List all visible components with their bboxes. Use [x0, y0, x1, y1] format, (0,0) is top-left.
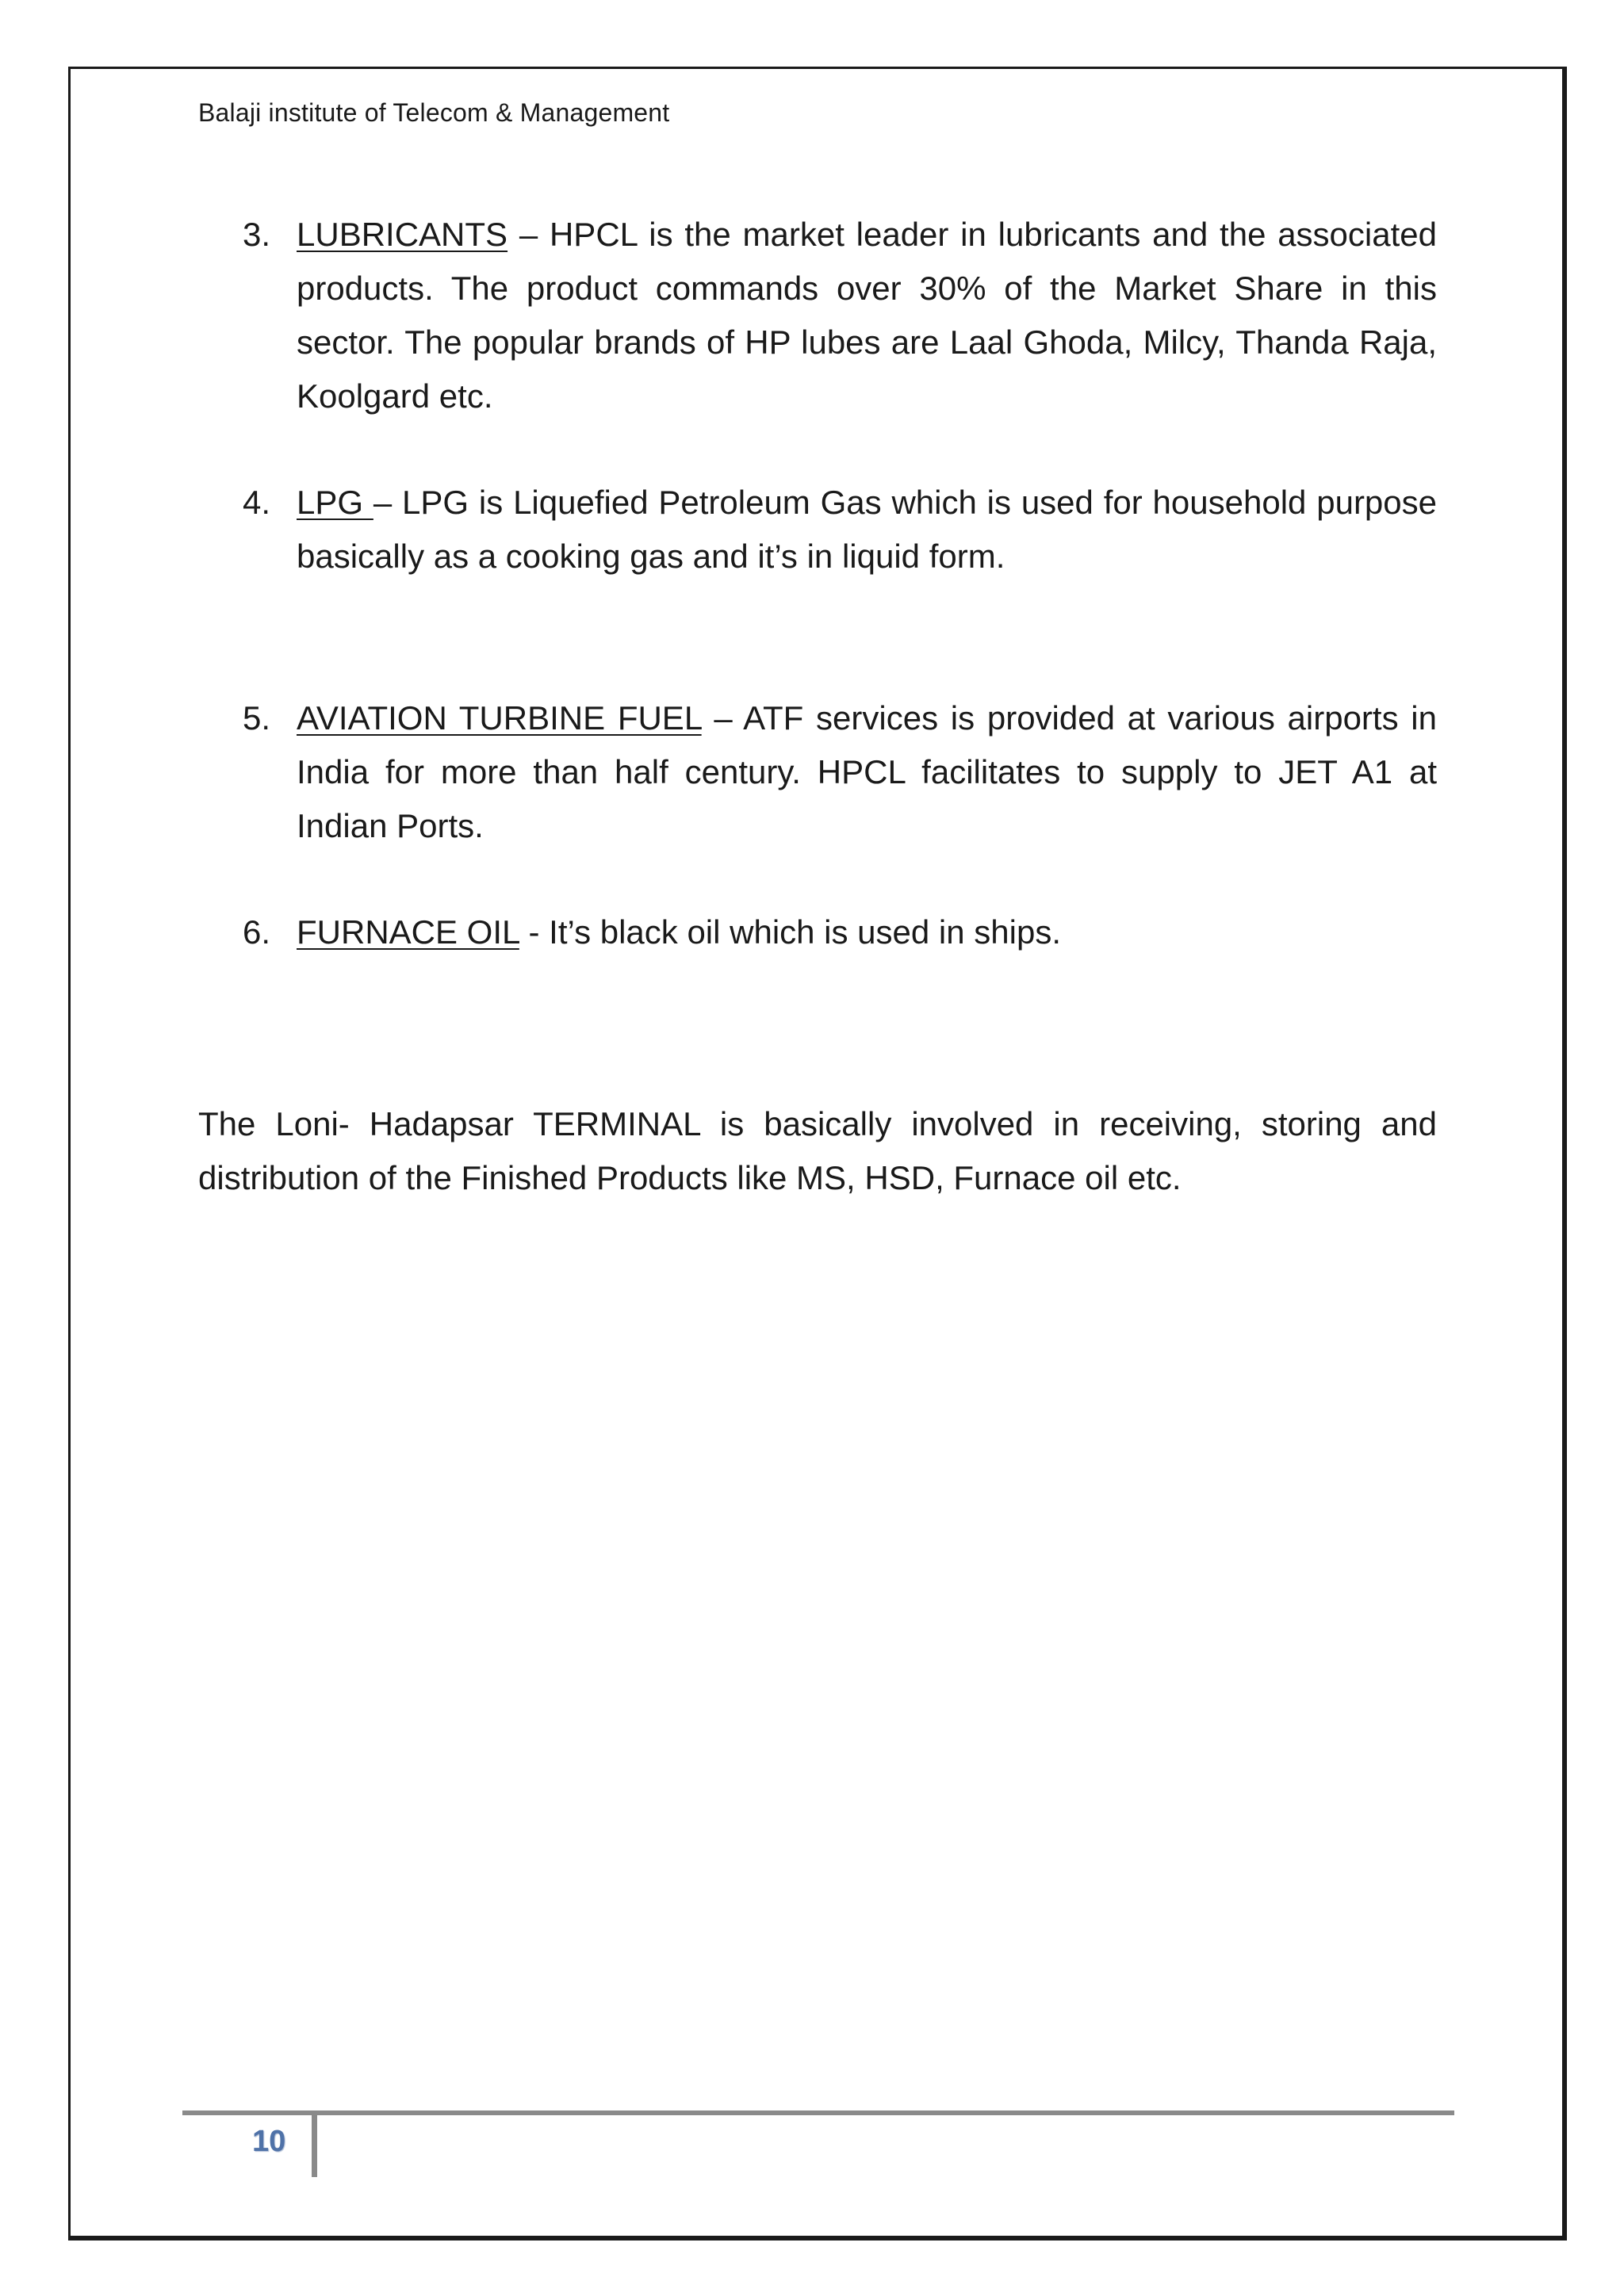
body-paragraph: The Loni- Hadapsar TERMINAL is basically involved in receiving, storing and distribution of the Finished Products like MS, HSD, Furnace oil etc. — [198, 1105, 1437, 1196]
footer-divider — [312, 2114, 317, 2177]
footer-rule — [182, 2110, 1454, 2115]
list-text: – LPG is Liquefied Petroleum Gas which is used for household purpose basically as a cooking gas and it’s in liquid form. — [297, 484, 1437, 575]
list-number: 4. — [243, 484, 271, 521]
list-number: 3. — [243, 216, 271, 253]
page-number: 10 — [252, 2125, 286, 2158]
list-term: FURNACE OIL — [297, 913, 519, 951]
list-item-lpg — [243, 476, 1437, 584]
product-list — [243, 208, 1437, 959]
page-header: Balaji institute of Telecom & Management — [198, 98, 670, 127]
list-text: – HPCL is the market leader in lubricants and the associated products. The product commands over 30% of the Market Share in this sector. The popular brands of HP lubes are Laal Ghoda, Milcy, Thanda Raja, Koolgard etc. — [297, 216, 1437, 415]
list-item-furnace-oil — [243, 905, 1437, 959]
list-item-lubricants — [243, 208, 1437, 423]
list-number: 6. — [243, 913, 271, 951]
list-text: - It’s black oil which is used in ships. — [519, 913, 1062, 951]
list-term: LUBRICANTS — [297, 216, 508, 253]
list-term: LPG — [297, 484, 373, 521]
list-item-aviation-turbine-fuel — [243, 691, 1437, 853]
list-text: – ATF services is provided at various airports in India for more than half century. HPCL facilitates to supply to JET A1 at Indian Ports. — [297, 699, 1438, 844]
list-term: AVIATION TURBINE FUEL — [297, 699, 702, 737]
list-number: 5. — [243, 699, 271, 737]
